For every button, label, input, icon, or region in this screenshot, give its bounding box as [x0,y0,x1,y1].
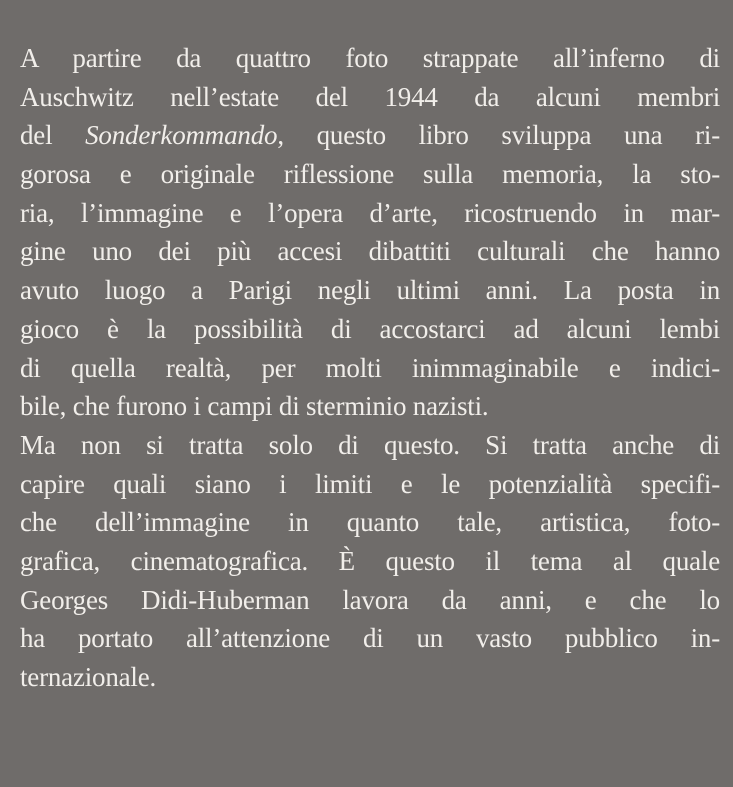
text-line: che dell’immagine in quanto tale, artistica, foto- [20,507,720,538]
text-fragment: , questo libro sviluppa una ri- [277,120,720,151]
text-fragment: del [20,120,86,151]
text-line: grafica, cinematografica. È questo il tema al quale [20,545,720,576]
text-line: Auschwitz nell’estate del 1944 da alcuni membri [20,81,720,112]
text-line: capire quali siano i limiti e le potenzialità specifi- [20,468,720,499]
blurb-text [20,39,720,697]
text-line: gorosa e originale riflessione sulla memoria, la sto- [20,159,720,190]
text-line: ternazionale. [20,662,157,692]
text-line: Ma non si tratta solo di questo. Si tratta anche di [20,429,720,460]
text-line: avuto luogo a Parigi negli ultimi anni. La posta in [20,275,720,306]
text-line: bile, che furono i campi di sterminio nazisti. [20,391,489,422]
text-line: ha portato all’attenzione di un vasto pubblico in- [20,623,720,654]
paragraph-1 [20,39,720,426]
italic-term: Sonderkommando [85,120,278,151]
text-line: Georges Didi-Huberman lavora da anni, e che lo [20,584,720,615]
text-line [20,116,720,155]
text-line: ria, l’immagine e l’opera d’arte, ricostruendo in mar- [20,197,720,228]
text-line: gioco è la possibilità di accostarci ad alcuni lembi [20,313,720,344]
text-line: di quella realtà, per molti inimmaginabile e indici- [20,352,720,383]
paragraph-2 [20,426,720,697]
text-line: gine uno dei più accesi dibattiti culturali che hanno [20,236,720,267]
text-line: A partire da quattro foto strappate all’inferno di [20,43,720,73]
